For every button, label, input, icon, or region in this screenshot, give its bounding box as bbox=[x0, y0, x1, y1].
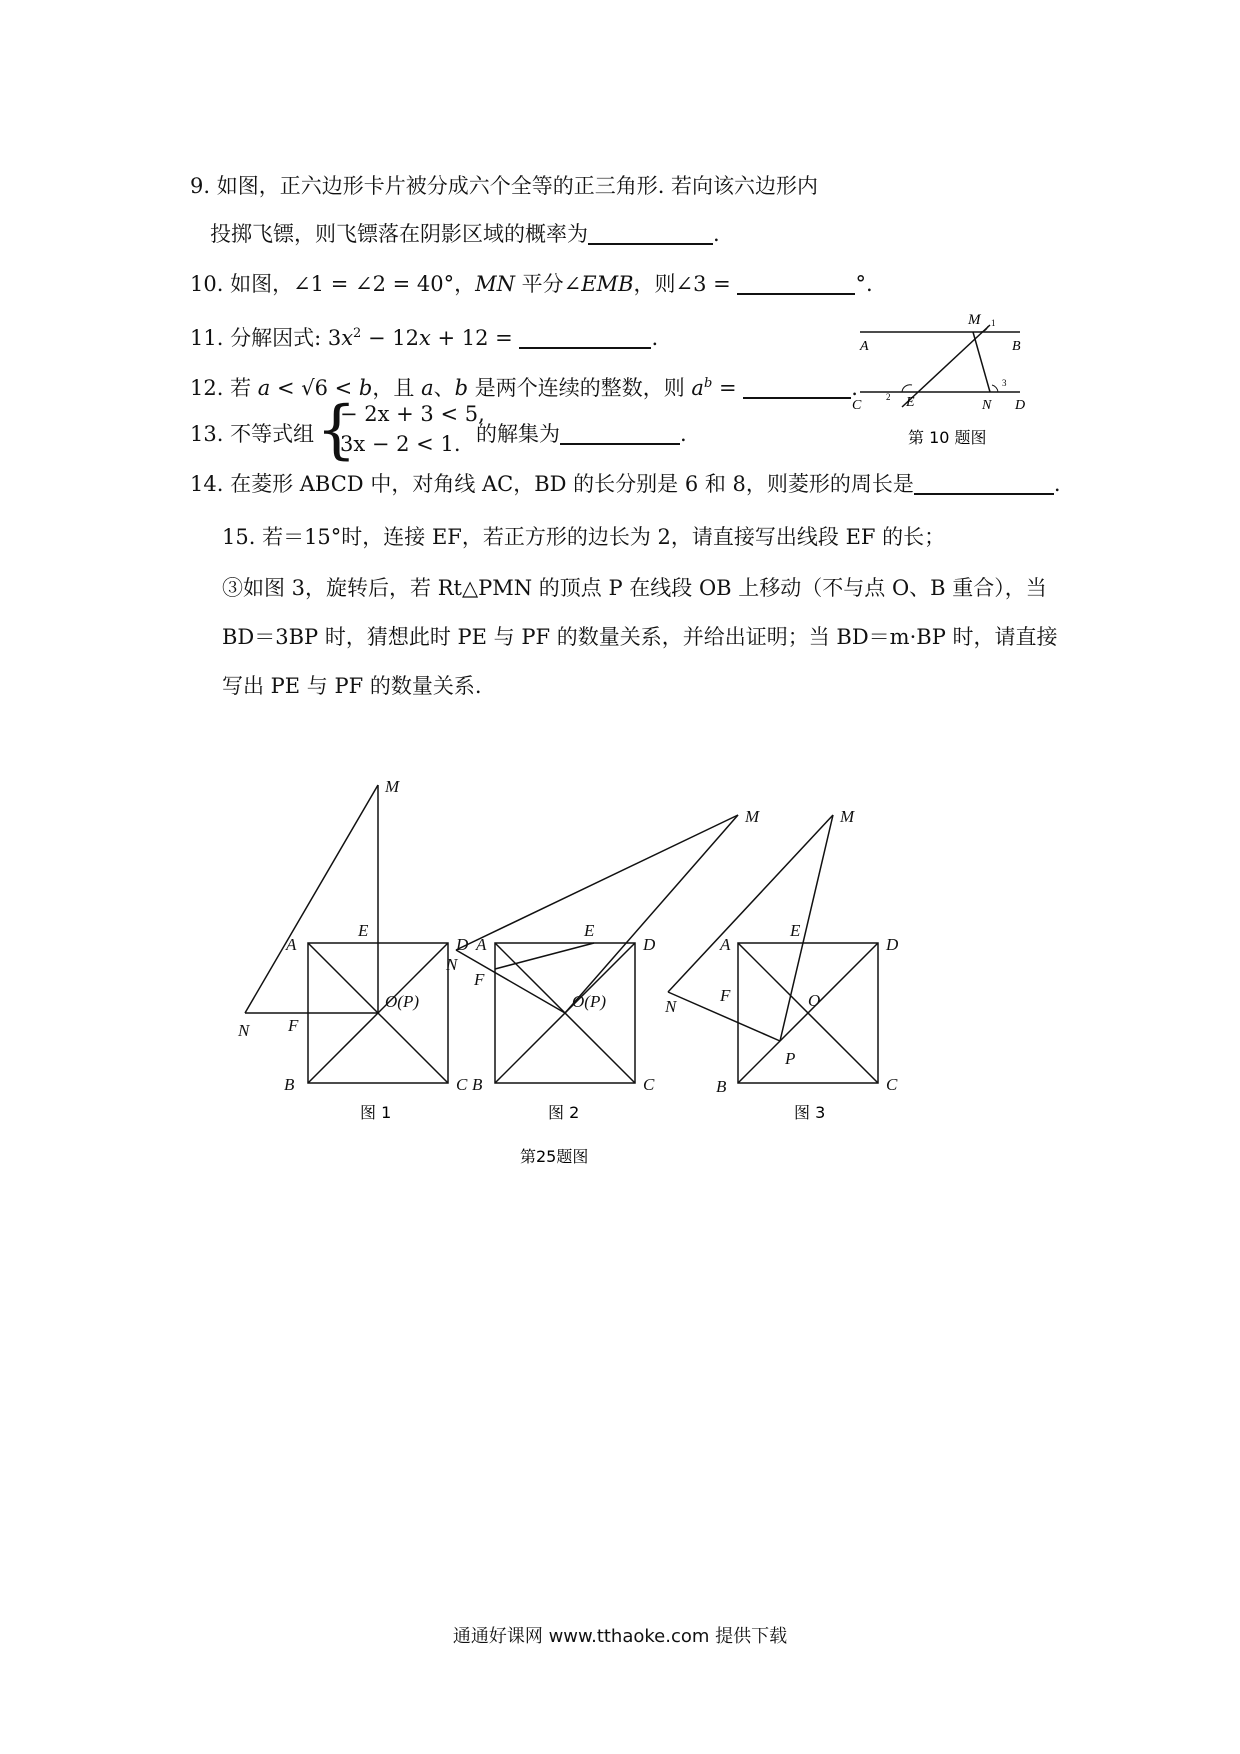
fig2-line-mn bbox=[456, 815, 738, 950]
fig3-label-o: O bbox=[808, 991, 821, 1010]
fig10-label-c: C bbox=[852, 398, 862, 413]
q11-answer-blank bbox=[519, 325, 651, 349]
q14-text: 14. 在菱形 ABCD 中，对角线 AC，BD 的长分别是 6 和 8，则菱形的周长是 bbox=[190, 472, 914, 496]
fig3-label-b: B bbox=[716, 1077, 727, 1096]
fig10-label-b: B bbox=[1012, 339, 1021, 354]
q15-line4 bbox=[222, 672, 482, 700]
fig3-label-a: A bbox=[720, 935, 731, 954]
fig3-caption: 图 3 bbox=[794, 1103, 826, 1122]
q11-x: x bbox=[341, 326, 354, 350]
q12-comma: 、 bbox=[433, 376, 455, 400]
q10-then: ，则∠3 = bbox=[633, 272, 731, 296]
fig10-label-d: D bbox=[1015, 398, 1026, 413]
fig2-caption: 图 2 bbox=[548, 1103, 580, 1122]
q11-tail: + 12 = bbox=[430, 326, 513, 350]
fig1-label-d: D bbox=[456, 935, 469, 954]
fig2-label-f: F bbox=[474, 970, 485, 989]
q12-b3: b bbox=[703, 376, 713, 391]
q12-answer-blank bbox=[743, 375, 851, 399]
fig2-label-b: B bbox=[472, 1075, 483, 1094]
q9-line2: 投掷飞镖，则飞镖落在阴影区域的概率为 . bbox=[210, 222, 720, 246]
fig3-label-d: D bbox=[886, 935, 899, 954]
fig3-line-mn bbox=[668, 815, 833, 992]
angle1-arc bbox=[980, 326, 988, 332]
fig3-label-p: P bbox=[785, 1049, 796, 1068]
fig10-label-2: 2 bbox=[886, 392, 891, 402]
q15-text-4: 写出 PE 与 PF 的数量关系. bbox=[222, 674, 482, 698]
page-footer: 通通好课网 www.tthaoke.com 提供下载 bbox=[452, 1626, 788, 1647]
fig3-label-n: N bbox=[665, 997, 677, 1016]
angle2-arc bbox=[902, 385, 912, 392]
q10-mid: 平分∠ bbox=[515, 272, 582, 296]
q13-label bbox=[190, 420, 314, 448]
line-em bbox=[902, 325, 990, 407]
figure-10 bbox=[840, 305, 1040, 455]
q12-lt: < √6 < bbox=[270, 376, 359, 400]
q12-b2: b bbox=[454, 376, 469, 400]
fig3-label-m: M bbox=[840, 807, 855, 826]
q10-unit: °. bbox=[855, 272, 873, 296]
q11-x2: x bbox=[418, 326, 431, 350]
q10-line bbox=[190, 270, 873, 298]
fig1-label-f: F bbox=[288, 1016, 299, 1035]
fig1-label-b: B bbox=[284, 1075, 295, 1094]
q10-mn: MN bbox=[475, 272, 515, 296]
fig25-figure-3 bbox=[668, 815, 878, 1083]
q12-mid: ，且 bbox=[372, 376, 422, 400]
fig1-label-c: C bbox=[456, 1075, 468, 1094]
fig10-label-m: M bbox=[968, 312, 981, 328]
q13-text: 13. 不等式组 bbox=[190, 422, 315, 446]
q13-suffix-line: 的解集为 . bbox=[476, 422, 687, 446]
q13-brace: { bbox=[316, 393, 357, 467]
q15-text-3: BD＝3BP 时，猜想此时 PE 与 PF 的数量关系，并给出证明；当 BD＝m·BP 时，请直接 bbox=[222, 625, 1058, 649]
q9-text-2: 投掷飞镖，则飞镖落在阴影区域的概率为 bbox=[210, 222, 588, 246]
q12-text: 12. 若 bbox=[190, 376, 258, 400]
fig2-line-pm bbox=[565, 815, 738, 1013]
fig1-label-op: O(P) bbox=[385, 992, 419, 1011]
q9-answer-blank bbox=[588, 221, 713, 245]
fig1-labels bbox=[237, 777, 469, 1094]
fig2-label-op: O(P) bbox=[572, 992, 606, 1011]
fig10-label-e: E bbox=[906, 395, 915, 410]
q12-a: a bbox=[257, 376, 271, 400]
fig25-figure-2 bbox=[456, 815, 738, 1083]
q13-answer-blank bbox=[560, 421, 680, 445]
q14-line: 14. 在菱形 ABCD 中，对角线 AC，BD 的长分别是 6 和 8，则菱形的周长是 . bbox=[190, 472, 1061, 496]
q11-text: 11. 分解因式: 3 bbox=[190, 326, 342, 350]
q15-line3 bbox=[222, 623, 1058, 651]
q12-a3: a bbox=[691, 376, 704, 400]
fig10-caption: 第 10 题图 bbox=[908, 428, 987, 447]
fig25-caption: 第25题图 bbox=[520, 1147, 589, 1166]
q15-line1 bbox=[222, 523, 945, 551]
line-mn bbox=[973, 332, 990, 392]
q12-line: 12. 若 a < √6 < b，且 a、b 是两个连续的整数，则 $a^b$ = . bbox=[190, 376, 858, 400]
q11-rest: − 12 bbox=[361, 326, 419, 350]
angle3-arc bbox=[992, 385, 998, 392]
fig2-label-c: C bbox=[643, 1075, 655, 1094]
fig3-label-c: C bbox=[886, 1075, 898, 1094]
fig1-label-n: N bbox=[238, 1021, 250, 1040]
fig25-figure-1 bbox=[245, 785, 448, 1083]
fig2-line-ef bbox=[495, 943, 594, 969]
fig1-caption: 图 1 bbox=[360, 1103, 392, 1122]
q13-suffix: 的解集为 bbox=[476, 422, 560, 446]
q14-answer-blank bbox=[914, 471, 1054, 495]
q15-line2 bbox=[222, 574, 1047, 602]
q12-b: b bbox=[358, 376, 373, 400]
fig1-label-m: M bbox=[385, 777, 400, 796]
q9-text: 9. 如图，正六边形卡片被分成六个全等的正三角形. 若向该六边形内 bbox=[190, 174, 819, 198]
fig10-label-1: 1 bbox=[991, 318, 996, 328]
q12-text-2: 是两个连续的整数，则 bbox=[468, 376, 692, 400]
fig2-label-d: D bbox=[643, 935, 656, 954]
fig3-label-e: E bbox=[790, 921, 801, 940]
q12-a2: a bbox=[421, 376, 434, 400]
fig10-label-n: N bbox=[982, 398, 992, 413]
q12-eq: = bbox=[712, 376, 737, 400]
q10-answer-blank bbox=[737, 271, 855, 295]
q15-text-1: 15. 若＝15°时，连接 EF，若正方形的边长为 2，请直接写出线段 EF 的长； bbox=[222, 525, 946, 549]
fig2-label-e: E bbox=[584, 921, 595, 940]
fig1-label-a: A bbox=[286, 935, 297, 954]
q15-text-2: ③如图 3，旋转后，若 Rt△PMN 的顶点 P 在线段 OB 上移动（不与点 O、B 重合），当 bbox=[222, 576, 1047, 600]
q9-line1 bbox=[190, 172, 818, 200]
fig3-line-pm bbox=[780, 815, 833, 1041]
fig3-labels bbox=[664, 807, 899, 1096]
fig10-label-3: 3 bbox=[1002, 378, 1007, 388]
q10-text: 10. 如图，∠1 = ∠2 = 40°， bbox=[190, 272, 476, 296]
q13-ineq1: − 2x + 3 < 5, bbox=[340, 402, 485, 426]
q13-ineq2: 3x − 2 < 1. bbox=[340, 432, 461, 456]
q11-line: 11. 分解因式: $3x^2 - 12x + 12$ = . bbox=[190, 326, 659, 350]
q10-emb: EMB bbox=[581, 272, 634, 296]
fig2-label-a: A bbox=[476, 935, 487, 954]
fig1-label-e: E bbox=[358, 921, 369, 940]
figure-25 bbox=[220, 770, 1040, 1170]
fig2-label-n: N bbox=[446, 955, 458, 974]
fig3-label-f: F bbox=[720, 986, 731, 1005]
fig1-line-mn bbox=[245, 785, 378, 1013]
fig10-label-a: A bbox=[860, 339, 869, 354]
fig2-label-m: M bbox=[745, 807, 760, 826]
q11-exponent: 2 bbox=[353, 326, 362, 341]
